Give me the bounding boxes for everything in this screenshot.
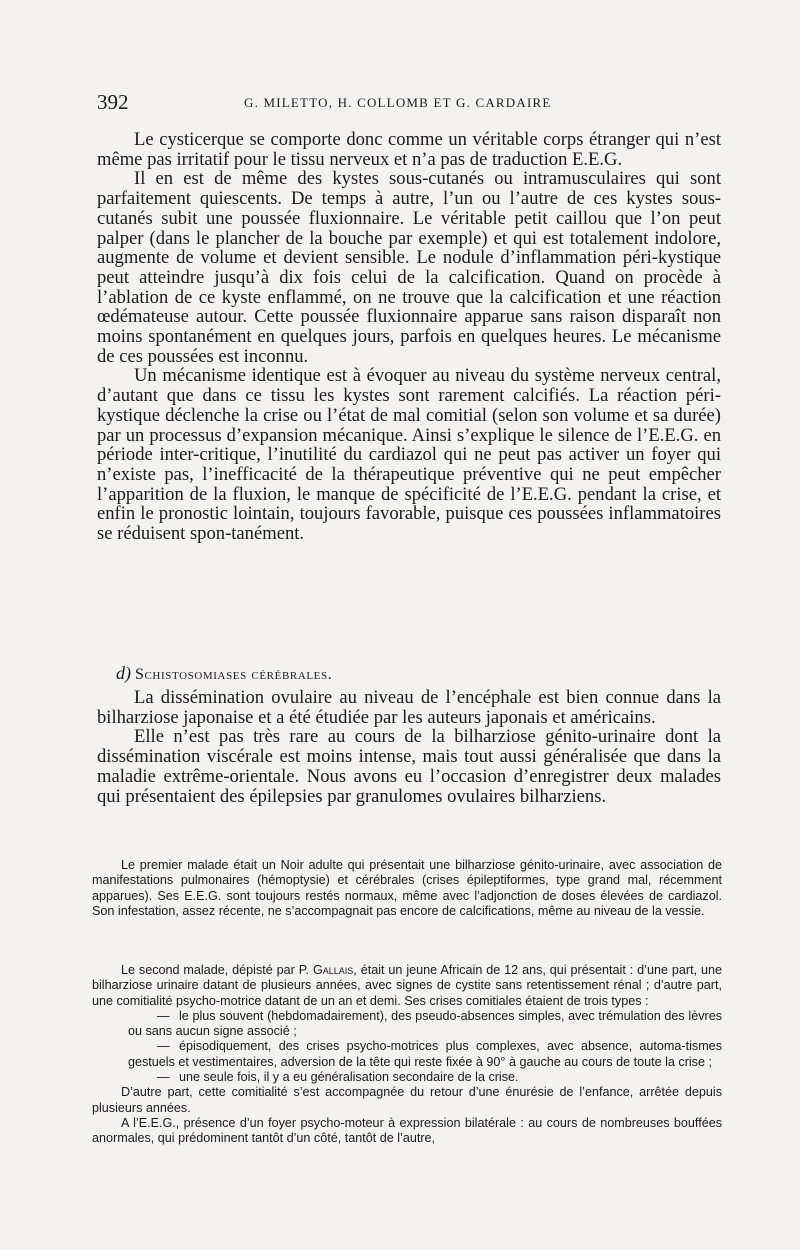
body-text bbox=[97, 130, 721, 544]
body-text-2 bbox=[97, 688, 721, 806]
section-letter: d) bbox=[116, 663, 131, 683]
case-paragraph: Le premier malade était un Noir adulte qui présentait une bilharziose génito-urinaire, avec association de manifestations pulmonaires (hémoptysie) et cérébrales (crises épileptiformes, type grand mal, récemment apparues). Ses E.E.G. sont toujours restés normaux, même avec l’adjonction de doses élevées de cardiazol. Son infestation, assez récente, ne s’accompagnait pas encore de calcifications, même au niveau de la vessie. bbox=[92, 858, 722, 918]
list-item-text: une seule fois, il y a eu généralisation secondaire de la crise. bbox=[179, 1070, 519, 1085]
list-item bbox=[92, 1009, 722, 1040]
paragraph: Elle n’est pas très rare au cours de la bilharziose génito-urinaire dont la dissémination viscérale est moins intense, mais tout aussi généralisée que dans la maladie extrême-orientale. Nous avons eu l’occasion d’enregistrer deux malades qui présentaient des épilepsies par granulomes ovulaires bilharziens. bbox=[97, 726, 721, 807]
case-report-1 bbox=[92, 858, 722, 919]
list-item bbox=[92, 1070, 722, 1085]
section-heading bbox=[116, 663, 616, 684]
list-item bbox=[92, 1039, 722, 1070]
paragraph: Le cysticerque se comporte donc comme un véritable corps étranger qui n’est même pas irritatif pour le tissu nerveux et n’a pas de traduction E.E.G. bbox=[97, 129, 721, 170]
author-name: Gallais bbox=[312, 963, 354, 977]
paragraph: Un mécanisme identique est à évoquer au niveau du système nerveux central, d’autant que dans ce tissu les kystes sont rarement calcifiés. La réaction péri-kystique déclenche la crise ou l’état de mal comitial (selon son volume et sa durée) par un processus d’expansion mécanique. Ainsi s’explique le silence de l’E.E.G. en période inter-critique, l’inutilité du cardiazol qui ne peut pas activer un foyer qui n’existe pas, l’inefficacité de la thérapeutique préventive qui ne peut empêcher l’apparition de la fluxion, le manque de spécificité de l’E.E.G. pendant la crise, et enfin le pronostic lointain, toujours favorable, puisque ces poussées inflammatoires se réduisent spon-tanément. bbox=[97, 365, 721, 545]
list-item-text: épisodiquement, des crises psycho-motrices plus complexes, avec absence, automa-tismes gestuels et vestimentaires, adversion de la tête qui reste fixée à 90° à gauche au cours de toute la crise ; bbox=[128, 1039, 722, 1069]
dash: — bbox=[157, 1008, 170, 1023]
case-paragraph: A l’E.E.G., présence d’un foyer psycho-moteur à expression bilatérale : au cours de nombreuses bouffées anormales, qui prédominent tantôt d’un côté, tantôt de l’autre, bbox=[92, 1115, 722, 1146]
header-authors: G. MILETTO, H. COLLOMB ET G. CARDAIRE bbox=[244, 95, 552, 110]
case-intro bbox=[92, 963, 722, 1009]
paragraph: La dissémination ovulaire au niveau de l’encéphale est bien connue dans la bilharziose japonaise et a été étudiée par les auteurs japonais et américains. bbox=[97, 687, 721, 728]
running-head bbox=[97, 90, 705, 118]
dash: — bbox=[157, 1039, 170, 1054]
case-intro-text: , était un jeune Africain de 12 ans, qui présentait : d’une part, une bilharziose urinaire datant de plusieurs années, avec signes de cystite sans retentissement rénal ; d’autre part, une comitialité psycho-motrice datant de un an et demi. Ses crises comitiales étaient de trois types : bbox=[92, 963, 722, 1008]
case-report-2 bbox=[92, 963, 722, 1147]
case-intro-text: Le second malade, dépisté par P. bbox=[121, 963, 313, 977]
paragraph: Il en est de même des kystes sous-cutanés ou intramusculaires qui sont parfaitement quiescents. De temps à autre, l’un ou l’autre de ces kystes sous-cutanés subit une poussée fluxionnaire. Le véritable petit caillou que l’on peut palper (dans le plancher de la bouche par exemple) et qui est totalement indolore, augmente de volume et devient sensible. Le nodule d’inflammation péri-kystique peut atteindre jusqu’à dix fois celui de la calcification. Quand on procède à l’ablation de ce kyste enflammé, on ne trouve que la calcification et une réaction œdémateuse autour. Cette poussée fluxionnaire apparue sans raison disparaît non moins spontanément en quelques jours, parfois en quelques heures. Le mécanisme de ces poussées est inconnu. bbox=[97, 168, 721, 367]
dash: — bbox=[157, 1070, 170, 1085]
case-paragraph: D’autre part, cette comitialité s’est accompagnée du retour d’une énurésie de l’enfance, arrêtée depuis plusieurs années. bbox=[92, 1085, 722, 1115]
list-item-text: le plus souvent (hebdomadairement), des pseudo-absences simples, avec trémulation des lèvres ou sans aucun signe associé ; bbox=[128, 1008, 722, 1039]
section-title: Schistosomiases cérébrales. bbox=[135, 666, 333, 683]
page-number: 392 bbox=[97, 90, 129, 114]
